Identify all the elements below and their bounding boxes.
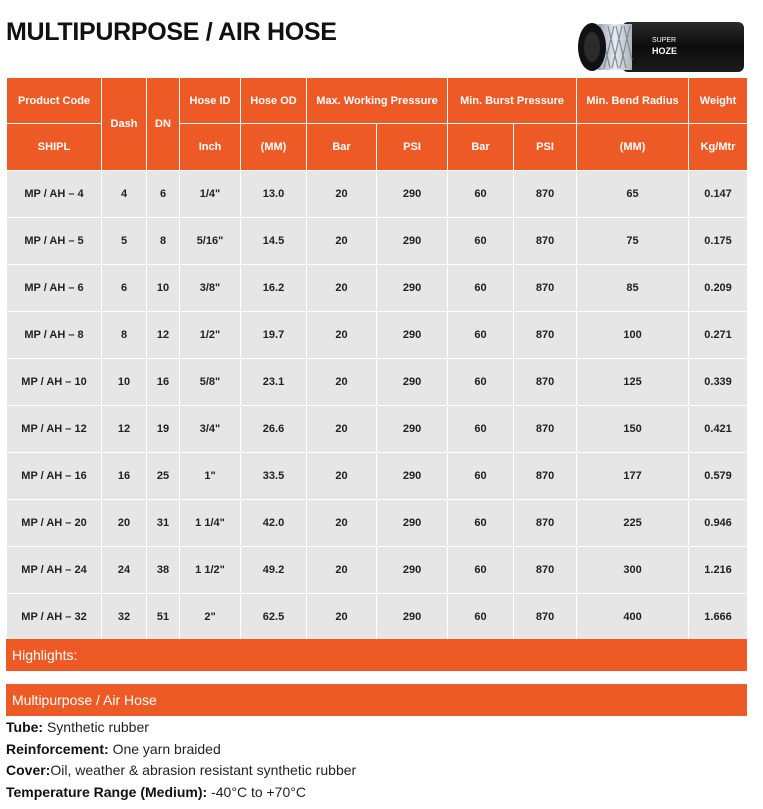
- table-cell: 33.5: [241, 453, 307, 500]
- table-cell: 60: [448, 547, 514, 594]
- table-row: [7, 406, 748, 453]
- table-cell: 150: [577, 406, 689, 453]
- table-cell: MP / AH – 10: [7, 359, 102, 406]
- table-cell: MP / AH – 20: [7, 500, 102, 547]
- header-dn: DN: [147, 78, 180, 171]
- table-cell: 38: [147, 547, 180, 594]
- table-cell: 5/16": [180, 218, 241, 265]
- table-cell: 60: [448, 594, 514, 641]
- table-cell: 5/8": [180, 359, 241, 406]
- subheader-bend-mm: (MM): [577, 124, 689, 171]
- table-cell: 13.0: [241, 171, 307, 218]
- subheader-inch: Inch: [180, 124, 241, 171]
- table-cell: 5: [102, 218, 147, 265]
- detail-cover: [6, 760, 747, 782]
- hose-product-image: [574, 16, 748, 76]
- table-cell: 20: [307, 594, 377, 641]
- table-cell: 10: [102, 359, 147, 406]
- table-cell: MP / AH – 8: [7, 312, 102, 359]
- header-hose-id: Hose ID: [180, 78, 241, 124]
- table-row: [7, 500, 748, 547]
- table-cell: 0.579: [689, 453, 748, 500]
- table-cell: 85: [577, 265, 689, 312]
- table-cell: 870: [514, 594, 577, 641]
- table-cell: 20: [307, 265, 377, 312]
- table-cell: 25: [147, 453, 180, 500]
- table-cell: 60: [448, 500, 514, 547]
- hose-brand-line1: SUPER: [652, 37, 677, 44]
- table-cell: 20: [102, 500, 147, 547]
- table-cell: 20: [307, 547, 377, 594]
- table-cell: MP / AH – 6: [7, 265, 102, 312]
- table-cell: 3/8": [180, 265, 241, 312]
- detail-label: Tube:: [6, 719, 44, 735]
- table-cell: 290: [377, 218, 448, 265]
- table-cell: MP / AH – 24: [7, 547, 102, 594]
- table-row: [7, 453, 748, 500]
- header-min-burst-pressure: Min. Burst Pressure: [448, 78, 577, 124]
- table-cell: 3/4": [180, 406, 241, 453]
- table-cell: 51: [147, 594, 180, 641]
- header-hose-od: Hose OD: [241, 78, 307, 124]
- table-cell: 20: [307, 500, 377, 547]
- table-row: [7, 265, 748, 312]
- table-cell: 100: [577, 312, 689, 359]
- detail-reinforcement: [6, 739, 747, 761]
- subheader-shipl: SHIPL: [7, 124, 102, 171]
- header-min-bend-radius: Min. Bend Radius: [577, 78, 689, 124]
- table-cell: 400: [577, 594, 689, 641]
- table-cell: 290: [377, 171, 448, 218]
- table-cell: 12: [147, 312, 180, 359]
- highlights-bar: Highlights:: [6, 639, 747, 671]
- table-cell: 290: [377, 500, 448, 547]
- table-cell: MP / AH – 5: [7, 218, 102, 265]
- table-cell: 870: [514, 218, 577, 265]
- table-cell: MP / AH – 16: [7, 453, 102, 500]
- table-cell: 0.175: [689, 218, 748, 265]
- table-cell: 42.0: [241, 500, 307, 547]
- product-details: [6, 717, 747, 803]
- table-cell: 4: [102, 171, 147, 218]
- table-cell: 0.946: [689, 500, 748, 547]
- table-cell: 870: [514, 312, 577, 359]
- table-cell: 60: [448, 406, 514, 453]
- table-cell: 1/2": [180, 312, 241, 359]
- header-max-working-pressure: Max. Working Pressure: [307, 78, 448, 124]
- spec-table: [6, 77, 748, 641]
- table-cell: 20: [307, 218, 377, 265]
- table-cell: 2": [180, 594, 241, 641]
- table-cell: 1.216: [689, 547, 748, 594]
- table-cell: 1 1/4": [180, 500, 241, 547]
- table-cell: 0.339: [689, 359, 748, 406]
- header-weight: Weight: [689, 78, 748, 124]
- table-cell: 1 1/2": [180, 547, 241, 594]
- table-cell: 125: [577, 359, 689, 406]
- table-cell: 290: [377, 312, 448, 359]
- table-cell: 870: [514, 265, 577, 312]
- table-row: [7, 171, 748, 218]
- table-row: [7, 359, 748, 406]
- table-cell: 870: [514, 500, 577, 547]
- detail-value: Synthetic rubber: [43, 719, 149, 735]
- table-cell: 26.6: [241, 406, 307, 453]
- subheader-mbp-bar: Bar: [448, 124, 514, 171]
- table-cell: 290: [377, 265, 448, 312]
- table-cell: 870: [514, 547, 577, 594]
- table-cell: 75: [577, 218, 689, 265]
- subheader-mwp-bar: Bar: [307, 124, 377, 171]
- table-cell: 1": [180, 453, 241, 500]
- table-cell: 0.147: [689, 171, 748, 218]
- table-row: [7, 312, 748, 359]
- table-cell: 177: [577, 453, 689, 500]
- table-cell: 870: [514, 406, 577, 453]
- table-cell: MP / AH – 4: [7, 171, 102, 218]
- table-cell: 6: [102, 265, 147, 312]
- table-row: [7, 547, 748, 594]
- table-cell: 60: [448, 265, 514, 312]
- detail-temperature-range: [6, 782, 747, 804]
- table-cell: 290: [377, 359, 448, 406]
- table-cell: 19.7: [241, 312, 307, 359]
- page-title: MULTIPURPOSE / AIR HOSE: [6, 18, 337, 46]
- table-cell: 6: [147, 171, 180, 218]
- detail-label: Temperature Range (Medium):: [6, 783, 208, 800]
- detail-label: Cover:: [6, 762, 51, 778]
- table-cell: 62.5: [241, 594, 307, 641]
- detail-value: -40°C to +70°C: [207, 783, 306, 800]
- table-cell: 20: [307, 312, 377, 359]
- table-cell: 870: [514, 359, 577, 406]
- table-cell: 20: [307, 406, 377, 453]
- table-cell: 12: [102, 406, 147, 453]
- subheader-mbp-psi: PSI: [514, 124, 577, 171]
- table-cell: 290: [377, 547, 448, 594]
- table-cell: 65: [577, 171, 689, 218]
- header-dash: Dash: [102, 78, 147, 171]
- table-cell: 16.2: [241, 265, 307, 312]
- table-cell: 16: [102, 453, 147, 500]
- table-cell: MP / AH – 32: [7, 594, 102, 641]
- table-cell: 0.271: [689, 312, 748, 359]
- table-cell: 20: [307, 359, 377, 406]
- table-cell: 870: [514, 453, 577, 500]
- table-cell: 60: [448, 218, 514, 265]
- detail-value: Oil, weather & abrasion resistant synthetic rubber: [50, 762, 357, 778]
- table-cell: 14.5: [241, 218, 307, 265]
- table-cell: 290: [377, 594, 448, 641]
- table-row: [7, 594, 748, 641]
- table-cell: MP / AH – 12: [7, 406, 102, 453]
- table-cell: 8: [102, 312, 147, 359]
- table-cell: 32: [102, 594, 147, 641]
- table-cell: 24: [102, 547, 147, 594]
- table-cell: 60: [448, 312, 514, 359]
- table-row: [7, 218, 748, 265]
- subheader-od-mm: (MM): [241, 124, 307, 171]
- detail-tube: [6, 717, 747, 739]
- table-cell: 49.2: [241, 547, 307, 594]
- detail-label: Reinforcement:: [6, 740, 109, 757]
- table-cell: 1/4": [180, 171, 241, 218]
- table-cell: 19: [147, 406, 180, 453]
- detail-value: One yarn braided: [108, 740, 221, 757]
- table-cell: 31: [147, 500, 180, 547]
- table-cell: 0.209: [689, 265, 748, 312]
- table-cell: 60: [448, 359, 514, 406]
- table-cell: 60: [448, 453, 514, 500]
- subheader-weight-unit: Kg/Mtr: [689, 124, 748, 171]
- table-cell: 290: [377, 453, 448, 500]
- table-cell: 60: [448, 171, 514, 218]
- table-cell: 1.666: [689, 594, 748, 641]
- table-cell: 10: [147, 265, 180, 312]
- table-cell: 300: [577, 547, 689, 594]
- table-cell: 23.1: [241, 359, 307, 406]
- table-cell: 0.421: [689, 406, 748, 453]
- table-cell: 8: [147, 218, 180, 265]
- table-cell: 870: [514, 171, 577, 218]
- header-product-code: Product Code: [7, 78, 102, 124]
- table-cell: 225: [577, 500, 689, 547]
- product-name-bar: Multipurpose / Air Hose: [6, 684, 747, 716]
- subheader-mwp-psi: PSI: [377, 124, 448, 171]
- hose-brand-line2: HOZE: [652, 46, 678, 56]
- table-cell: 20: [307, 453, 377, 500]
- table-cell: 16: [147, 359, 180, 406]
- table-cell: 20: [307, 171, 377, 218]
- table-cell: 290: [377, 406, 448, 453]
